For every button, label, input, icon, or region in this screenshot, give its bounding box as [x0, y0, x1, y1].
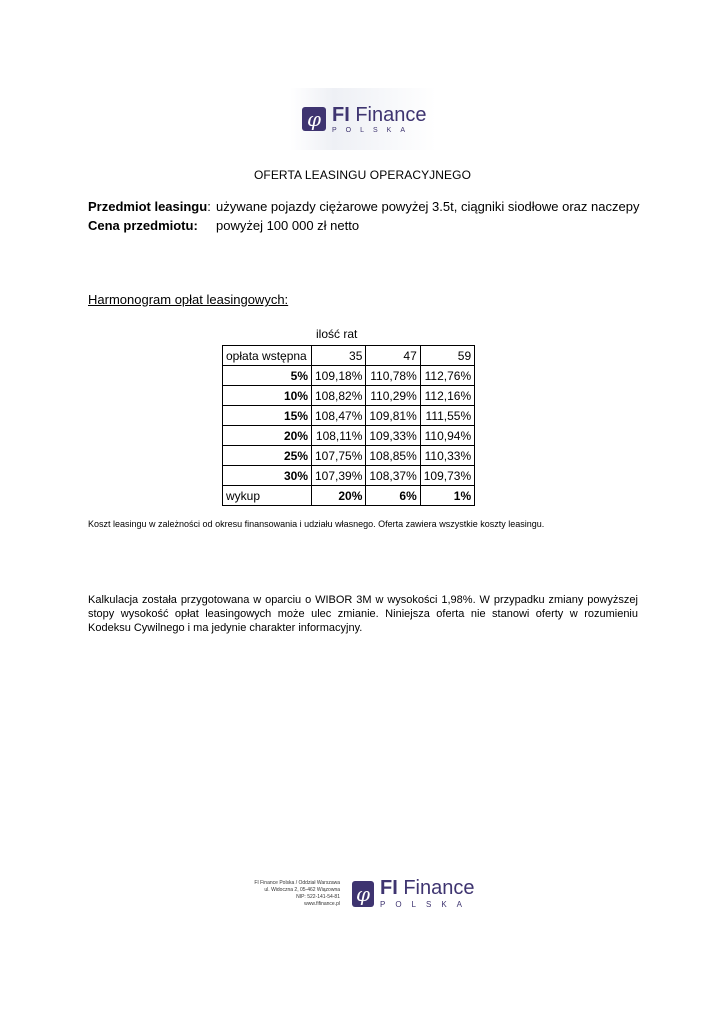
fi-logo-icon: φ [352, 881, 374, 907]
footer-logo-subtitle: POLSKA [380, 900, 473, 909]
buyout-cell: 6% [366, 486, 420, 506]
subject-row [88, 199, 639, 214]
header-cell: 35 [312, 346, 366, 366]
table-cell: 109,81% [366, 406, 420, 426]
header-cell: opłata wstępna [223, 346, 312, 366]
buyout-cell: 1% [420, 486, 474, 506]
table-cell: 108,82% [312, 386, 366, 406]
table-header-row [223, 346, 475, 366]
table-cell: 112,16% [420, 386, 474, 406]
buyout-cell: 20% [312, 486, 366, 506]
table-row [223, 386, 475, 406]
table-cell: 108,11% [312, 426, 366, 446]
table-row [223, 466, 475, 486]
table-cell: 107,75% [312, 446, 366, 466]
header-logo [290, 88, 436, 150]
buyout-label: wykup [223, 486, 312, 506]
table-cell: 110,94% [420, 426, 474, 446]
rates-label: ilość rat [316, 327, 358, 341]
row-label: 25% [223, 446, 312, 466]
header-cell: 47 [366, 346, 420, 366]
price-label: Cena przedmiotu: [88, 218, 198, 233]
row-label: 20% [223, 426, 312, 446]
table-cell: 108,85% [366, 446, 420, 466]
footer-address: FI Finance Polska / Oddział Warszawa ul. Widoczna 2, 05-462 Wiązowna NIP: 522-141-54-81 www.fifinance.pl [254, 879, 340, 907]
table-cell: 109,33% [366, 426, 420, 446]
subject-value: używane pojazdy ciężarowe powyżej 3.5t, ciągniki siodłowe oraz naczepy [216, 199, 640, 214]
table-row [223, 446, 475, 466]
table-cell: 110,33% [420, 446, 474, 466]
header-cell: 59 [420, 346, 474, 366]
table-cell: 110,29% [366, 386, 420, 406]
schedule-table [222, 345, 475, 506]
row-label: 10% [223, 386, 312, 406]
table-row [223, 406, 475, 426]
subject-label: Przedmiot leasingu: [88, 199, 211, 214]
table-cell: 109,18% [312, 366, 366, 386]
document-title: OFERTA LEASINGU OPERACYJNEGO [253, 168, 472, 182]
logo-subtitle: POLSKA [332, 126, 415, 134]
buyout-row [223, 486, 475, 506]
table-cell: 108,47% [312, 406, 366, 426]
table-row [223, 366, 475, 386]
row-label: 5% [223, 366, 312, 386]
table-row [223, 426, 475, 446]
table-cell: 112,76% [420, 366, 474, 386]
table-cell: 111,55% [420, 406, 474, 426]
table-cell: 107,39% [312, 466, 366, 486]
logo-name: FI Finance [332, 103, 427, 126]
calculation-disclaimer: Kalkulacja została przygotowana w oparciu o WIBOR 3M w wysokości 1,98%. W przypadku zmiany powyższej stopy wysokość opłat leasingowych może ulec zmianie. Niniejsza oferta nie stanowi oferty w rozumieniu Kodeksu Cywilnego i ma jedynie charakter informacyjny. [88, 594, 638, 634]
price-value: powyżej 100 000 zł netto [216, 218, 360, 233]
row-label: 30% [223, 466, 312, 486]
row-label: 15% [223, 406, 312, 426]
price-row [88, 218, 359, 233]
fi-logo-icon: φ [302, 107, 326, 131]
footer [240, 878, 475, 909]
table-cell: 109,73% [420, 466, 474, 486]
table-cell: 110,78% [366, 366, 420, 386]
schedule-heading: Harmonogram opłat leasingowych: [88, 292, 289, 307]
table-cell: 108,37% [366, 466, 420, 486]
footer-logo-name: FI Finance [380, 877, 475, 899]
cost-note: Koszt leasingu w zależności od okresu finansowania i udziału własnego. Oferta zawiera wszystkie koszty leasingu. [88, 519, 545, 529]
